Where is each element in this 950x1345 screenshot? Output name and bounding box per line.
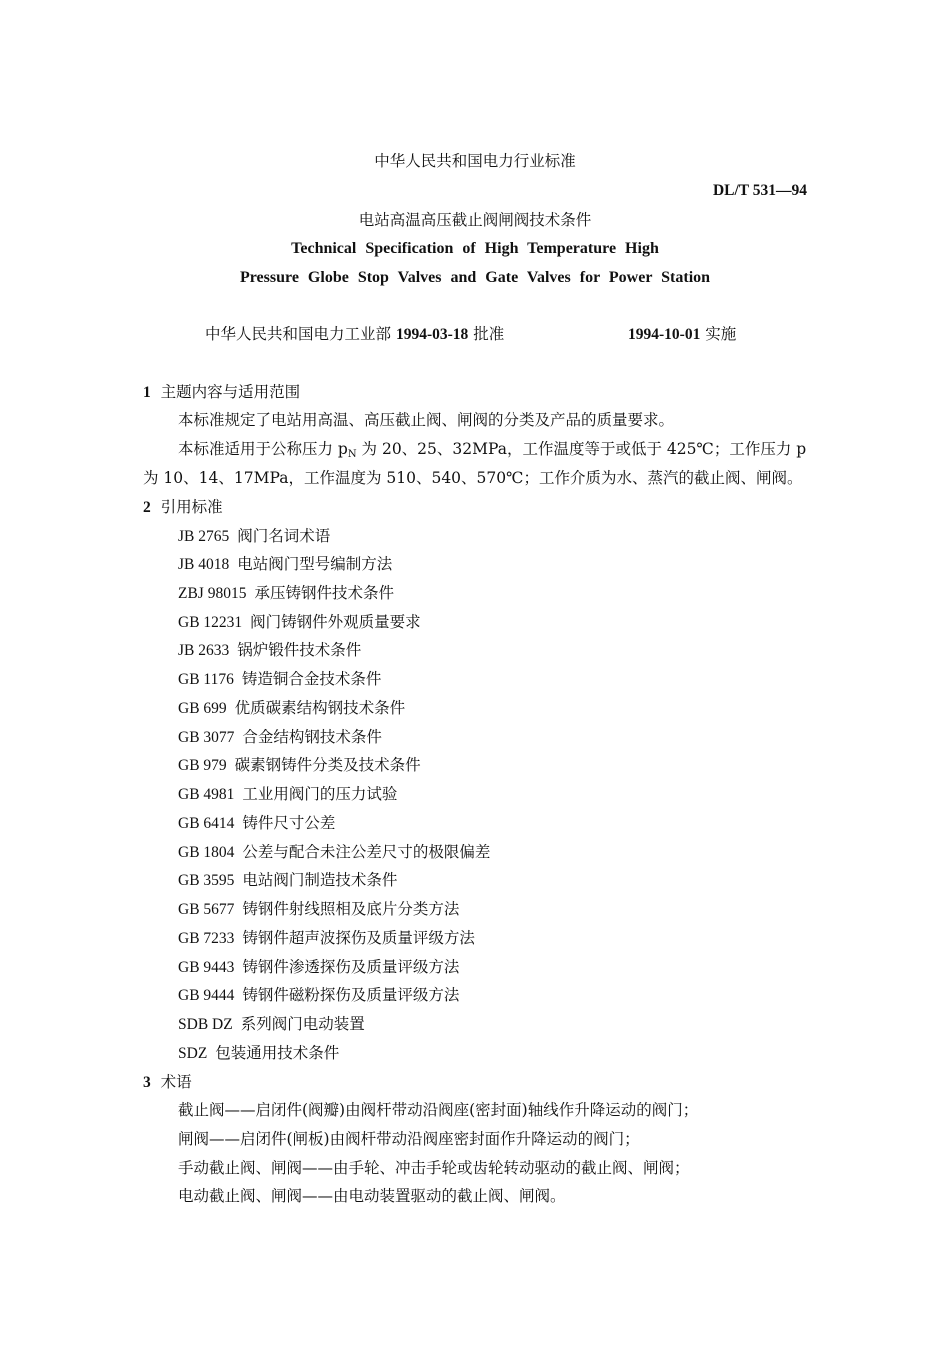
term-definition: 手动截止阀、闸阀——由手轮、冲击手轮或齿轮转动驱动的截止阀、闸阀；: [178, 1159, 690, 1177]
reference-item: [178, 1043, 339, 1064]
title-english-line-2: Pressure Globe Stop Valves and Gate Valves for Power Station: [239, 269, 711, 286]
reference-code: GB 3595: [178, 872, 235, 889]
reference-item: [178, 612, 421, 633]
reference-code: GB 979: [178, 757, 227, 774]
reference-name: 工业用阀门的压力试验: [242, 785, 398, 803]
paragraph-text: 本标准适用于公称压力 p: [178, 440, 348, 458]
term-definition: 截止阀——启闭件(阀瓣)由阀杆带动沿阀座(密封面)轴线作升降运动的阀门；: [178, 1101, 699, 1119]
section-title: 术语: [160, 1073, 192, 1091]
reference-item: [178, 842, 490, 863]
reference-name: 公差与配合未注公差尺寸的极限偏差: [242, 843, 491, 861]
reference-code: GB 9444: [178, 987, 235, 1004]
reference-code: GB 9443: [178, 959, 235, 976]
implementation-date: 1994-10-01: [628, 326, 701, 343]
reference-name: 系列阀门电动装置: [240, 1015, 365, 1033]
implementation-word: 实施: [705, 325, 737, 343]
reference-name: 承压铸钢件技术条件: [254, 584, 394, 602]
reference-name: 铸钢件渗透探伤及质量评级方法: [242, 958, 460, 976]
reference-code: GB 1176: [178, 671, 234, 688]
reference-name: 铸钢件磁粉探伤及质量评级方法: [242, 986, 460, 1004]
approval-word: 批准: [473, 325, 505, 343]
standard-code: DL/T 531—94: [712, 182, 807, 199]
reference-code: GB 12231: [178, 614, 243, 631]
reference-code: SDB DZ: [178, 1016, 233, 1033]
reference-name: 铸钢件超声波探伤及质量评级方法: [242, 929, 475, 947]
reference-name: 铸钢件射线照相及底片分类方法: [242, 900, 460, 918]
reference-item: [178, 554, 392, 575]
reference-item: [178, 755, 421, 776]
implementation-line: [628, 324, 736, 345]
section-1-paragraph-1: 本标准规定了电站用高温、高压截止阀、闸阀的分类及产品的质量要求。: [178, 411, 675, 429]
reference-item: [178, 870, 397, 891]
reference-code: SDZ: [178, 1045, 208, 1062]
reference-code: GB 4981: [178, 786, 235, 803]
section-number: 2: [143, 499, 151, 516]
section-3-heading: [143, 1072, 192, 1093]
reference-code: GB 3077: [178, 729, 235, 746]
approval-org: 中华人民共和国电力工业部: [205, 325, 392, 343]
section-1-heading: [143, 382, 300, 403]
reference-code: GB 7233: [178, 930, 235, 947]
section-2-heading: [143, 497, 223, 518]
reference-item: [178, 640, 361, 661]
reference-name: 铸件尺寸公差: [242, 814, 336, 832]
reference-item: [178, 669, 381, 690]
reference-item: [178, 526, 330, 547]
reference-name: 锅炉锻件技术条件: [237, 641, 362, 659]
reference-name: 碳素钢铸件分类及技术条件: [234, 756, 421, 774]
section-number: 1: [143, 384, 151, 401]
section-title: 引用标准: [160, 498, 223, 516]
reference-code: JB 2765: [178, 528, 230, 545]
paragraph-text: 为 20、25、32MPa，工作温度等于或低于 425℃；工作压力 p: [356, 440, 807, 458]
reference-item: [178, 727, 382, 748]
reference-code: GB 1804: [178, 844, 235, 861]
reference-code: JB 4018: [178, 556, 230, 573]
reference-code: ZBJ 98015: [178, 585, 247, 602]
reference-name: 阀门名词术语: [237, 527, 331, 545]
reference-name: 铸造铜合金技术条件: [241, 670, 382, 688]
reference-name: 阀门铸钢件外观质量要求: [250, 613, 421, 631]
reference-name: 电站阀门型号编制方法: [237, 555, 393, 573]
reference-item: [178, 957, 459, 978]
reference-item: [178, 928, 475, 949]
reference-item: [178, 583, 394, 604]
term-definition: 电动截止阀、闸阀——由电动装置驱动的截止阀、闸阀。: [178, 1187, 566, 1205]
subscript: N: [347, 449, 357, 460]
reference-name: 优质碳素结构钢技术条件: [234, 699, 406, 717]
reference-code: GB 699: [178, 700, 227, 717]
reference-item: [178, 784, 397, 805]
reference-item: [178, 1014, 365, 1035]
reference-code: JB 2633: [178, 642, 230, 659]
reference-name: 合金结构钢技术条件: [242, 728, 382, 746]
reference-name: 包装通用技术条件: [215, 1044, 340, 1062]
title-english-line-1: Technical Specification of High Temperature High: [291, 240, 659, 257]
section-number: 3: [143, 1074, 151, 1091]
reference-item: [178, 899, 459, 920]
reference-item: [178, 698, 405, 719]
section-1-paragraph-2: [178, 439, 806, 465]
term-definition: 闸阀——启闭件(闸板)由阀杆带动沿阀座密封面作升降运动的阀门；: [178, 1130, 640, 1148]
standard-org: 中华人民共和国电力行业标准: [374, 152, 576, 170]
reference-item: [178, 985, 459, 1006]
reference-name: 电站阀门制造技术条件: [242, 871, 398, 889]
approval-line: [205, 324, 504, 345]
approval-date: 1994-03-18: [395, 326, 469, 343]
reference-code: GB 6414: [178, 815, 235, 832]
reference-item: [178, 813, 335, 834]
reference-code: GB 5677: [178, 901, 235, 918]
section-1-paragraph-2-continuation: 为 10、14、17MPa，工作温度为 510、540、570℃；工作介质为水、蒸汽的截止阀、闸阀。: [143, 469, 803, 487]
title-chinese: 电站高温高压截止阀闸阀技术条件: [358, 211, 592, 229]
section-title: 主题内容与适用范围: [160, 383, 301, 401]
